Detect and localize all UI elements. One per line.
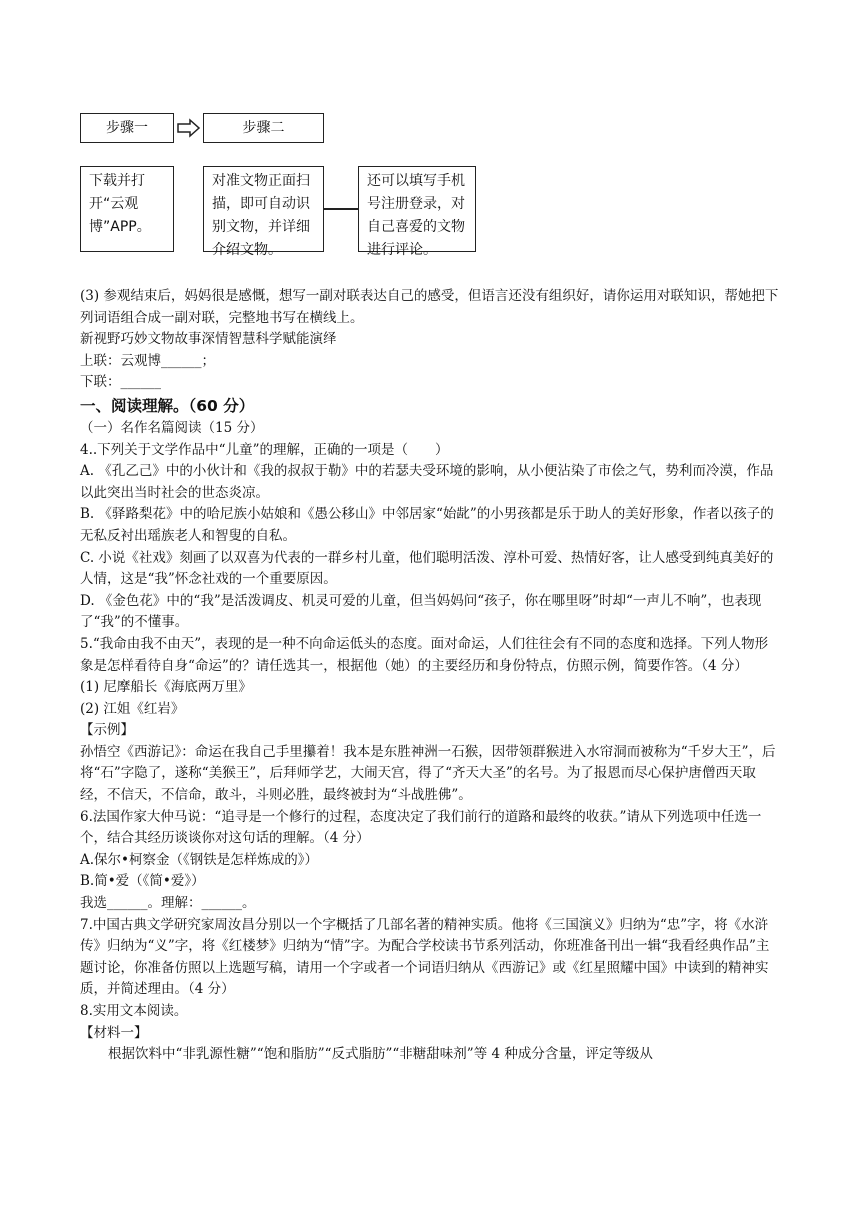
register-comment-box [358,166,476,258]
material-one-text: 根据饮料中“非乳源性糖”“饱和脂肪”“反式脂肪”“非糖甜味剂”等 4 种成分含量，评定等级从 [108,1046,653,1063]
step-one-box [80,113,174,143]
question-8-stem: 8.实用文本阅读。 [80,1003,188,1019]
right-arrow-icon [176,118,202,138]
example-label: 【示例】 [80,722,134,739]
subsection-heading: （一）名作名篇阅读（15 分） [80,419,264,436]
example-text: 孙悟空《西游记》：命运在我自己手里攥着！我本是东胜神洲一石猴，因带领群猴进入水帘洞而被称为“千岁大王”，后将“石”字隐了，遂称“美猴王”，后拜师学艺，大闹天宫，得了“齐天大圣”的名号。为了报恩而尽心保护唐僧西天取经，不信天，不信命，敢斗，斗则必胜，最终被封为“斗战胜佛”。 [80,743,776,804]
register-comment-text: 还可以填写手机号注册登录，对自己喜爱的文物进行评论。 [367,173,465,258]
material-one-label: 【材料一】 [80,1024,148,1041]
question-5-item-1: (1) 尼摩船长《海底两万里》 [80,679,252,696]
download-app-text: 下载并打开“云观博”APP。 [89,173,151,235]
question-6-option-a: A.保尔•柯察金（《钢铁是怎样炼成的》） [80,851,319,868]
question-4-option-a: A. 《孔乙己》中的小伙计和《我的叔叔于勒》中的若瑟夫受环境的影响，从小便沾染了市侩之气，势利而冷漠，作品以此突出当时社会的世态炎凉。 [80,463,774,501]
step-two-label: 步骤二 [242,119,285,136]
couplet-words: 新视野巧妙文物故事深情智慧科学赋能演绎 [80,331,337,348]
document-body [80,286,780,1066]
question-3-prompt: (3) 参观结束后，妈妈很是感慨，想写一副对联表达自己的感受，但语言还没有组织好，请你运用对联知识，帮她把下列词语组合成一副对联，完整地书写在横线上。 [80,288,779,326]
question-4-option-b: B. 《驿路梨花》中的哈尼族小姑娘和《愚公移山》中邻居家“始龀”的小男孩都是乐于助人的美好形象，作者以孩子的无私反衬出瑶族老人和智叟的自私。 [80,506,774,544]
upper-couplet-line: 上联：云观博______； [80,352,215,369]
step-one-label: 步骤一 [106,119,148,136]
question-4-stem: 4..下列关于文学作品中“儿童”的理解，正确的一项是（ ） [80,441,449,458]
question-6-stem: 6.法国作家大仲马说：“追寻是一个修行的过程，态度决定了我们前行的道路和最终的收获。”请从下列选项中任选一个，结合其经历谈谈你对这句话的理解。（4 分） [80,808,762,847]
question-5-stem: 5.“我命由我不由天”，表现的是一种不向命运低头的态度。面对命运，人们往往会有不同的态度和选择。下列人物形象是怎样看待自身“命运”的？请任选其一，根据他（她）的主要经历和身份特点，仿照示例，简要作答。（4 分） [80,635,769,674]
question-4-option-d: D. 《金色花》中的“我”是活泼调皮、机灵可爱的儿童，但当妈妈问“孩子，你在哪里呀”时却“一声儿不响”，也表现了“我”的不懂事。 [80,592,762,631]
section-heading-reading: 一、阅读理解。（60 分） [80,396,255,415]
scan-artifact-text: 对准文物正面扫描，即可自动识别文物，并详细介绍文物。 [212,173,310,258]
question-5-item-2: (2) 江姐《红岩》 [80,700,185,717]
scan-artifact-box [203,166,324,258]
question-4-option-c: C. 小说《社戏》刻画了以双喜为代表的一群乡村儿童，他们聪明活泼、淳朴可爱、热情好客，让人感受到纯真美好的人情，这是“我”怀念社戏的一个重要原因。 [80,549,774,588]
question-6-answer-line: 我选______。理解：______。 [80,895,256,912]
question-7-stem: 7.中国古典文学研究家周汝昌分别以一个字概括了几部名著的精神实质。他将《三国演义》归纳为“忠”字，将《水浒传》归纳为“义”字，将《红楼梦》归纳为“情”字。为配合学校读书节系列活动，你班准备刊出一辑“我看经典作品”主题讨论，你准备仿照以上选题写稿，请用一个字或者一个词语归纳从《西游记》或《红星照耀中国》中读到的精神实质，并简述理由。（4 分） [80,916,770,998]
connector-line [324,208,358,210]
question-6-option-b: B.简•爱（《简•爱》） [80,873,205,890]
download-app-box [80,166,174,252]
lower-couplet-line: 下联：______ [80,374,161,391]
step-two-box [203,113,324,143]
